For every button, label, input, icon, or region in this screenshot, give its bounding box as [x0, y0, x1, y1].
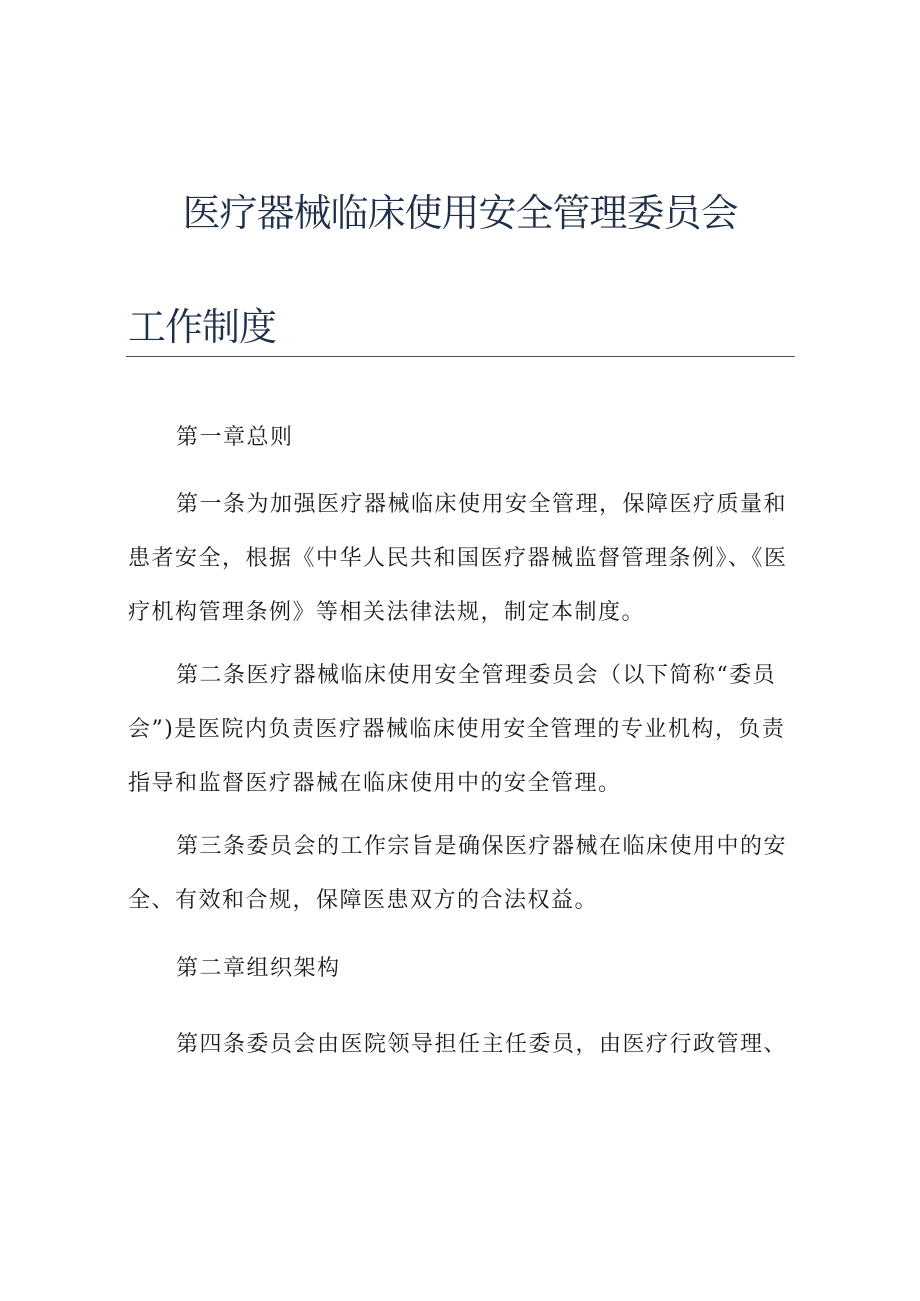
document-title-line-1: 医疗器械临床使用安全管理委员会 [182, 191, 738, 235]
chapter-2-heading: 第二章组织架构 [176, 956, 341, 981]
article-4-paragraph: 第四条委员会由医院领导担任主任委员，由医疗行政管理、 [176, 1032, 788, 1057]
article-3-paragraph: 第三条委员会的工作宗旨是确保医疗器械在临床使用中的安全、有效和合规，保障医患双方的合法权益。 [128, 834, 788, 913]
chapter-1-heading: 第一章总则 [176, 425, 294, 450]
title-underline-divider [126, 356, 795, 357]
article-1-paragraph: 第一条为加强医疗器械临床使用安全管理，保障医疗质量和患者安全，根据《中华人民共和国医疗器械监督管理条例》、《医疗机构管理条例》等相关法律法规，制定本制度。 [128, 492, 788, 625]
document-title-line-2: 工作制度 [128, 305, 277, 349]
article-2-paragraph: 第二条医疗器械临床使用安全管理委员会（以下简称“委员会”)是医院内负责医疗器械临床使用安全管理的专业机构，负责指导和监督医疗器械在临床使用中的安全管理。 [128, 663, 786, 796]
